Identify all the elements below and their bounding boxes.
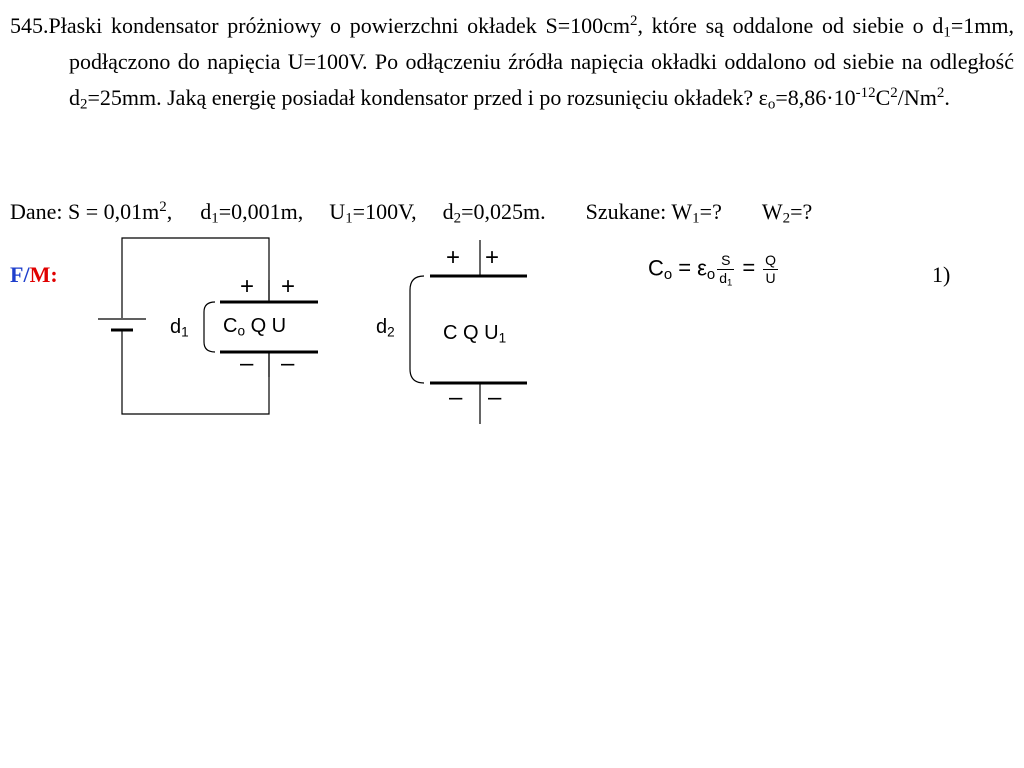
problem-statement: 545.Płaski kondensator próżniowy o powierzchni okładek $S=100cm^2$, które są oddalone od siebie o $d_1=1mm$, podłączono do napięcia U=100V. Po odłączeniu źródła napięcia okładki oddalono od siebie na odległość $d_2=25mm$. Jaką energię posiadał kondensator przed i po rozsunięciu okładek? $\varepsilon_o=8,86\cdot 10^{-12}C^2/Nm^2$. [10,12,1014,113]
fraction-s-over-d1: $\frac{S}{d_1}$ [719,252,733,289]
d1-label: $d_1$ [170,316,189,340]
cap2-minus-right: – [488,384,502,411]
cap1-plus-left: + [240,273,255,300]
fraction-q-over-u: $\frac{Q}{U}$ [765,252,777,286]
cap2-plus-left: + [446,244,461,271]
given-data-line: Dane: $S = 0,01m^2$, $d_1=0,001m$, $U_1=100V$, $d_2=0,025m$. Szukane: $W_1=$? $W_2=$? [10,198,813,227]
cap2-minus-left: – [449,384,463,411]
cap1-plus-right: + [281,273,296,300]
cap1-minus-left: – [240,350,254,377]
d1-brace [204,302,215,352]
cap1-minus-right: – [281,350,295,377]
cap2-plus-right: + [485,244,500,271]
problem-number: 545. [10,13,49,38]
capacitance-formula: $C_o = \varepsilon_o$ $\frac{S}{d_1}$ = $\frac{Q}{U}$ [648,252,777,289]
d2-brace [410,276,424,383]
d2-label: $d_2$ [376,316,395,340]
cap1-label: $C_o$ Q U [223,315,287,339]
sought-label: Szukane: W [585,199,693,224]
equation-number: 1) [932,262,951,287]
cap2-label: C Q $U_1$ [443,322,507,346]
fm-label: F/M: [10,262,58,287]
